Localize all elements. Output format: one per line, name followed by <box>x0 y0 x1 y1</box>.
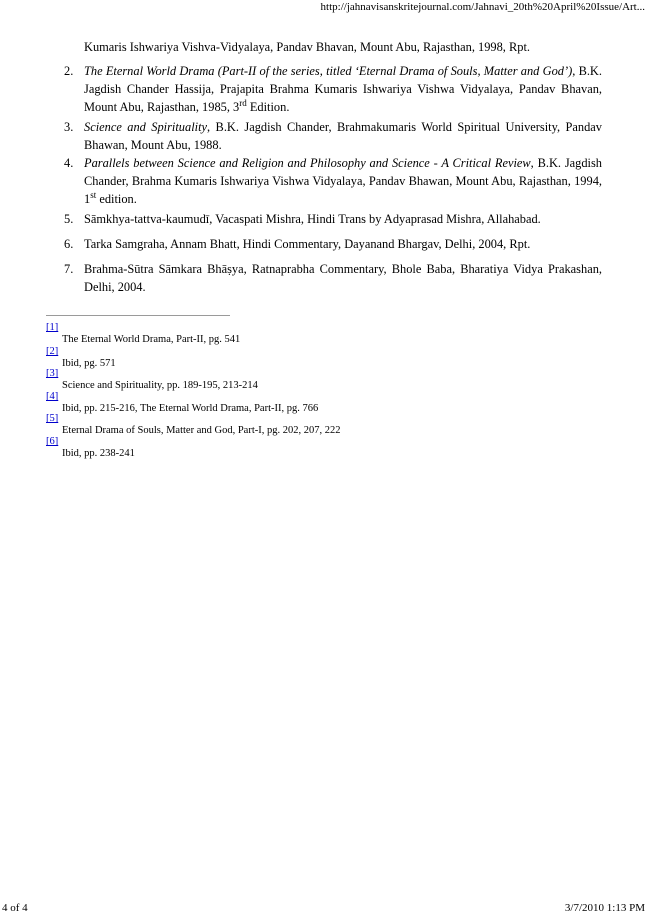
reference-item-7 <box>64 260 602 296</box>
reference-number: 5. <box>64 212 74 226</box>
footnote-5 <box>46 413 341 437</box>
footnote-link[interactable]: [1] <box>46 322 59 333</box>
reference-text: , B.K. Jagdish Chander, Brahmakumaris World Spiritual University, Pandav Bhawan, Mount Abu, 1988. <box>84 120 603 152</box>
reference-item-3 <box>64 118 603 154</box>
footnote-2 <box>46 346 116 370</box>
reference-item-4 <box>64 154 603 208</box>
footnote-link[interactable]: [2] <box>46 346 59 357</box>
reference-number: 2. <box>64 64 74 78</box>
footnote-divider <box>46 315 230 316</box>
footnote-text: Eternal Drama of Souls, Matter and God, Part-I, pg. 202, 207, 222 <box>62 425 341 436</box>
reference-text: Sāmkhya-tattva-kaumudī, Vacaspati Mishra, Hindi Trans by Adyaprasad Mishra, Allahabad. <box>84 212 541 226</box>
reference-item-1-continued <box>84 38 602 56</box>
reference-item-5 <box>64 210 602 228</box>
footnote-3 <box>46 368 258 392</box>
reference-text: Brahma-Sūtra Sāmkara Bhāṣya, Ratnaprabha Commentary, Bhole Baba, Bharatiya Vidya Prakashan, Delhi, 2004. <box>84 262 602 294</box>
reference-number: 4. <box>64 156 74 170</box>
print-timestamp: 3/7/2010 1:13 PM <box>564 902 645 914</box>
reference-title: Parallels between Science and Religion and Philosophy and Science - A Critical Review <box>84 156 531 170</box>
reference-text: Tarka Samgraha, Annam Bhatt, Hindi Commentary, Dayanand Bhargav, Delhi, 2004, Rpt. <box>84 237 531 251</box>
footnote-text: Ibid, pp. 215-216, The Eternal World Drama, Part-II, pg. 766 <box>62 403 319 414</box>
footnote-4 <box>46 391 318 415</box>
footnote-text: Ibid, pg. 571 <box>62 358 116 369</box>
footnote-link[interactable]: [5] <box>46 413 59 424</box>
footnote-1 <box>46 322 240 346</box>
reference-text: , B.K. Jagdish Chander Hassija, Prajapita Brahma Kumaris Ishwariya Vishwa Vidyalaya, Pandav Bhavan, Mount Abu, Rajasthan, 1985, 3 <box>84 64 602 114</box>
footnote-text: Science and Spirituality, pp. 189-195, 213-214 <box>62 380 258 391</box>
footnote-6 <box>46 436 135 460</box>
reference-item-2 <box>64 62 602 116</box>
reference-superscript: rd <box>239 97 247 108</box>
reference-number: 6. <box>64 237 74 251</box>
reference-title: Science and Spirituality <box>84 120 208 134</box>
footnote-text: The Eternal World Drama, Part-II, pg. 541 <box>62 334 241 345</box>
reference-number: 7. <box>64 262 74 276</box>
footnote-text: Ibid, pp. 238-241 <box>62 448 135 459</box>
reference-tail: edition. <box>96 192 137 206</box>
footnote-link[interactable]: [6] <box>46 436 59 447</box>
reference-text: , B.K. Jagdish Chander, Brahma Kumaris Ishwariya Vishwa Vidyalaya, Pandav Bhawan, Mount Abu, Rajasthan, 1994, 1 <box>84 156 603 206</box>
reference-number: 3. <box>64 120 74 134</box>
reference-tail: Edition. <box>246 100 290 114</box>
reference-item-6 <box>64 235 602 253</box>
page-url: http://jahnavisanskritejournal.com/Jahnavi_20th%20April%20Issue/Art... <box>320 1 645 13</box>
footnote-link[interactable]: [3] <box>46 368 59 379</box>
reference-title: The Eternal World Drama (Part-II of the series, titled ‘Eternal Drama of Souls, Matter and God’) <box>84 64 573 78</box>
reference-superscript: st <box>90 189 97 200</box>
footnote-link[interactable]: [4] <box>46 391 59 402</box>
page-number: 4 of 4 <box>2 902 28 914</box>
reference-text: Kumaris Ishwariya Vishva-Vidyalaya, Pandav Bhavan, Mount Abu, Rajasthan, 1998, Rpt. <box>84 40 530 54</box>
